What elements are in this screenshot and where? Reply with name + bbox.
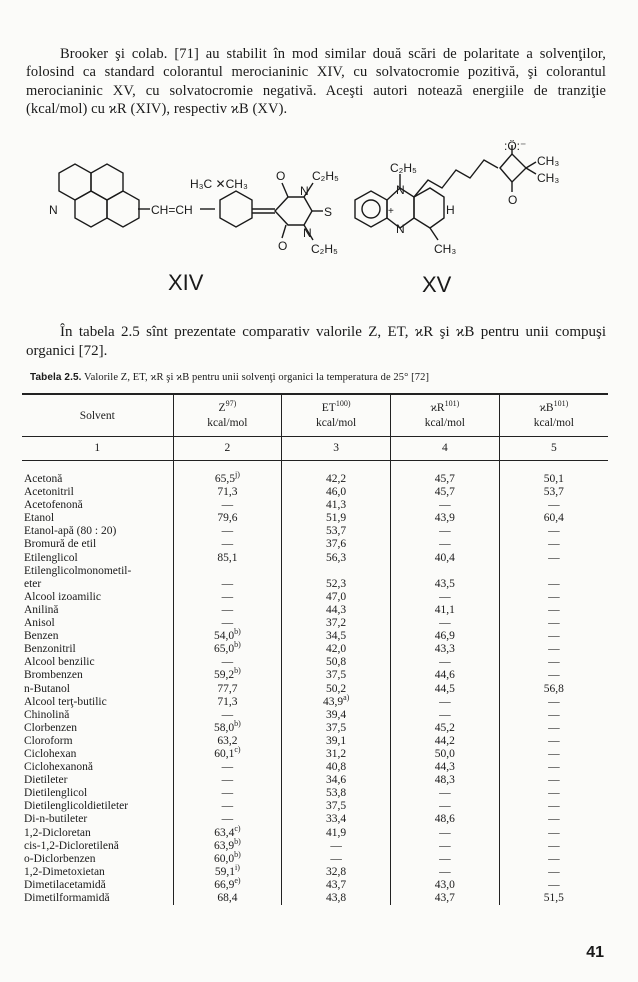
cell-kr: — xyxy=(390,827,499,840)
table-row xyxy=(22,643,608,656)
cell-solvent: eter xyxy=(24,577,42,590)
page-number: 41 xyxy=(586,944,604,961)
table-row xyxy=(22,604,608,617)
cell-z: 66,9$^{e)}$ xyxy=(173,879,282,892)
footnote-ref: b) xyxy=(234,640,241,650)
cell-z: — xyxy=(173,787,282,800)
cell-solvent: n-Butanol xyxy=(24,682,70,695)
footnote-ref: j) xyxy=(235,470,240,480)
structures-svg xyxy=(30,140,610,300)
cell-kb: — xyxy=(499,696,608,709)
xiv-ring-a xyxy=(59,164,91,200)
cell-kb: — xyxy=(499,669,608,682)
cell-z: 71,3 xyxy=(173,696,282,709)
cell-et: 37,6 xyxy=(282,538,391,551)
cell-kr: — xyxy=(390,525,499,538)
cell-kb: — xyxy=(499,617,608,630)
cell-kb: — xyxy=(499,840,608,853)
cell-kr: — xyxy=(390,853,499,866)
cell-kr: — xyxy=(390,866,499,879)
cell-kb: — xyxy=(499,735,608,748)
footnote-ref: b) xyxy=(234,666,241,676)
column-header-4 xyxy=(390,394,499,437)
cell-kr: 50,0 xyxy=(390,748,499,761)
footnote-ref: a) xyxy=(343,692,350,702)
table-row xyxy=(22,630,608,643)
cell-z: 63,2 xyxy=(173,735,282,748)
cell-solvent: Benzonitril xyxy=(24,643,76,656)
cell-kb: — xyxy=(499,748,608,761)
cell-kr: 43,9 xyxy=(390,512,499,525)
cell-solvent: Brombenzen xyxy=(24,669,83,682)
column-header-ref: 100) xyxy=(335,399,351,409)
cell-z: — xyxy=(173,499,282,512)
table-row xyxy=(22,461,608,487)
cell-z: 68,4 xyxy=(173,892,282,905)
table-row xyxy=(22,525,608,538)
table-row xyxy=(22,578,608,591)
xiv-benzene xyxy=(107,191,139,227)
cell-solvent: Dietilenglicoldietileter xyxy=(24,800,129,813)
cell-solvent: 1,2-Dicloretan xyxy=(24,826,91,839)
cell-kr: 45,7 xyxy=(390,486,499,499)
cell-solvent: Etanol xyxy=(24,512,55,525)
cell-kb: — xyxy=(499,591,608,604)
xiv-ring-b xyxy=(91,164,123,200)
cell-kr: 44,3 xyxy=(390,761,499,774)
footnote-ref: c) xyxy=(234,745,241,755)
table-row xyxy=(22,499,608,512)
table-row xyxy=(22,840,608,853)
column-header-3 xyxy=(282,394,391,437)
cell-z: 58,0$^{b)}$ xyxy=(173,722,282,735)
cell-z: 59,1$^{i)}$ xyxy=(173,866,282,879)
table-row xyxy=(22,696,608,709)
column-header-label: ϰB xyxy=(539,402,554,414)
cell-solvent: Alcool terţ-butilic xyxy=(24,695,107,708)
cell-et: 43,8 xyxy=(282,892,391,905)
table-row xyxy=(22,722,608,735)
footnote-ref: e) xyxy=(234,876,241,886)
cell-et: 37,5 xyxy=(282,669,391,682)
footnote-ref: b) xyxy=(234,627,241,637)
cell-kb: — xyxy=(499,722,608,735)
column-header-unit: kcal/mol xyxy=(207,417,248,429)
cell-z: — xyxy=(173,525,282,538)
cell-z: 59,2$^{b)}$ xyxy=(173,669,282,682)
footnote-ref: b) xyxy=(234,836,241,846)
cell-kr: — xyxy=(390,800,499,813)
cell-et: 32,8 xyxy=(282,866,391,879)
cell-kb: — xyxy=(499,552,608,565)
cell-et: 51,9 xyxy=(282,512,391,525)
xv-plus-sign: + xyxy=(388,206,394,217)
table-row xyxy=(22,669,608,682)
cell-solvent: Etilenglicolmonometil- xyxy=(24,564,132,577)
cell-kb: 51,5 xyxy=(499,892,608,905)
cell-solvent: 1,2-Dimetoxietan xyxy=(24,865,105,878)
table-row xyxy=(22,879,608,892)
cell-z: — xyxy=(173,800,282,813)
cell-solvent: Acetofenonă xyxy=(24,499,83,512)
cell-et: 34,6 xyxy=(282,774,391,787)
cell-kr: — xyxy=(390,656,499,669)
cell-kb: 53,7 xyxy=(499,486,608,499)
xv-h: H xyxy=(446,203,455,217)
cell-et: 42,2 xyxy=(282,461,391,487)
intro-paragraph: Brooker şi colab. [71] au stabilit în mod similar două scări de polaritate a solvenţilor, folosind ca standard colorantul merocianinic XIV, cu solvatocromie pozitivă, şi colorantul merocianinic XV, cu solvatocromie negativă. Aceşti autori notează energiile de tranziţie (kcal/mol) cu ϰR (XIV), respectiv ϰB (XV). xyxy=(26,45,606,117)
xiv-n-left: N xyxy=(49,203,58,217)
table-row xyxy=(22,683,608,696)
cell-kr: 43,0 xyxy=(390,879,499,892)
cell-kb: — xyxy=(499,761,608,774)
footnote-ref: c) xyxy=(234,823,241,833)
cell-kb: 56,8 xyxy=(499,683,608,696)
cell-kr: — xyxy=(390,591,499,604)
cell-et: 37,5 xyxy=(282,722,391,735)
column-number-3: 3 xyxy=(282,437,391,461)
cell-et: 37,5 xyxy=(282,800,391,813)
cell-z: — xyxy=(173,761,282,774)
cell-kr: 45,7 xyxy=(390,461,499,487)
cell-z: 63,9$^{b)}$ xyxy=(173,840,282,853)
cell-et: 43,7 xyxy=(282,879,391,892)
footnote-ref: b) xyxy=(234,849,241,859)
cell-kr: 41,1 xyxy=(390,604,499,617)
cell-z: — xyxy=(173,578,282,591)
xiv-ring-c xyxy=(75,191,107,227)
xv-cyclobutenone xyxy=(500,154,526,182)
cell-kr: — xyxy=(390,696,499,709)
cell-solvent: Acetonă xyxy=(24,473,63,485)
table-row xyxy=(22,512,608,525)
xv-ring-c xyxy=(414,188,444,228)
table-row xyxy=(22,735,608,748)
cell-et: — xyxy=(282,853,391,866)
column-header-label: Z xyxy=(218,402,226,414)
table-caption xyxy=(30,372,610,383)
table-row xyxy=(22,748,608,761)
cell-kb: 50,1 xyxy=(499,461,608,487)
cell-kb: — xyxy=(499,538,608,551)
cell-solvent: Benzen xyxy=(24,630,59,643)
column-header-1 xyxy=(22,394,173,437)
xiv-cyclohexene xyxy=(220,191,252,227)
column-header-label: ϰR xyxy=(430,402,445,414)
cell-kr: — xyxy=(390,709,499,722)
xiv-linker: CH=CH xyxy=(151,203,193,217)
table-row xyxy=(22,813,608,826)
cell-solvent: Acetonitril xyxy=(24,486,74,499)
cell-z: 60,1$^{c)}$ xyxy=(173,748,282,761)
cell-kb xyxy=(499,565,608,578)
cell-et xyxy=(282,565,391,578)
cell-kb: — xyxy=(499,630,608,643)
table-row xyxy=(22,761,608,774)
table-row xyxy=(22,486,608,499)
cell-kb: — xyxy=(499,813,608,826)
column-header-ref: 101) xyxy=(444,399,460,409)
xiv-h3c-ch3: H₃C ✕CH₃ xyxy=(190,177,248,191)
table-caption-label: Tabela 2.5. xyxy=(30,372,82,383)
cell-z: 79,6 xyxy=(173,512,282,525)
cell-et: 50,8 xyxy=(282,656,391,669)
cell-kr: — xyxy=(390,840,499,853)
chemical-structures-figure xyxy=(30,140,610,300)
cell-z: 65,0$^{b)}$ xyxy=(173,643,282,656)
cell-kb: — xyxy=(499,604,608,617)
cell-et: 42,0 xyxy=(282,643,391,656)
table-row xyxy=(22,709,608,722)
cell-z: — xyxy=(173,774,282,787)
table-row xyxy=(22,800,608,813)
cell-solvent: Dimetilacetamidă xyxy=(24,878,106,891)
table-row xyxy=(22,591,608,604)
table-row xyxy=(22,656,608,669)
cell-kr: 40,4 xyxy=(390,552,499,565)
table-intro-paragraph: În tabela 2.5 sînt prezentate comparativ valorile Z, ET, ϰR şi ϰB pentru unii compuşi organici [72]. xyxy=(26,324,606,359)
cell-kb: — xyxy=(499,578,608,591)
cell-et: 52,3 xyxy=(282,578,391,591)
cell-z: 77,7 xyxy=(173,683,282,696)
xiv-c2h5-bottom: C₂H₅ xyxy=(311,242,338,256)
cell-et: 39,4 xyxy=(282,709,391,722)
cell-et: 40,8 xyxy=(282,761,391,774)
cell-kb: 60,4 xyxy=(499,512,608,525)
cell-et: 43,9$^{a)}$ xyxy=(282,696,391,709)
cell-et: — xyxy=(282,840,391,853)
column-number-1: 1 xyxy=(22,437,173,461)
xv-n-plus: N xyxy=(396,222,405,236)
xiv-thiobarbiturate xyxy=(275,197,312,225)
cell-z: — xyxy=(173,591,282,604)
cell-kr: 44,2 xyxy=(390,735,499,748)
cell-solvent: Etanol-apă (80 : 20) xyxy=(24,525,117,538)
cell-kr xyxy=(390,565,499,578)
cell-kr: 45,2 xyxy=(390,722,499,735)
cell-kb: — xyxy=(499,709,608,722)
cell-solvent: Ciclohexanonă xyxy=(24,761,93,774)
cell-z: 85,1 xyxy=(173,552,282,565)
cell-et: 34,5 xyxy=(282,630,391,643)
cell-solvent: Alcool izoamilic xyxy=(24,590,101,603)
cell-kb: — xyxy=(499,643,608,656)
table-row xyxy=(22,774,608,787)
cell-kr: 43,7 xyxy=(390,892,499,905)
table-row xyxy=(22,892,608,905)
column-number-5: 5 xyxy=(499,437,608,461)
cell-z: 60,0$^{b)}$ xyxy=(173,853,282,866)
table-row xyxy=(22,827,608,840)
cell-kr: 43,3 xyxy=(390,643,499,656)
column-header-label: ET xyxy=(321,402,336,414)
xv-ch3-a: CH₃ xyxy=(537,154,560,168)
label-xv: XV xyxy=(422,272,452,297)
table-caption-text: Valorile Z, ET, ϰR şi ϰB pentru unii solvenţi organici la temperatura de 25° [72] xyxy=(84,372,430,383)
xiv-n-top: N xyxy=(300,184,309,198)
column-header-ref: 101) xyxy=(553,399,569,409)
xv-ch3-b: CH₃ xyxy=(537,171,560,185)
table-row xyxy=(22,552,608,565)
cell-solvent: Anilină xyxy=(24,603,59,616)
cell-kb: — xyxy=(499,525,608,538)
cell-solvent: Etilenglicol xyxy=(24,551,78,564)
table-row xyxy=(22,866,608,879)
cell-kb: — xyxy=(499,499,608,512)
table-row xyxy=(22,538,608,551)
cell-z: 63,4$^{c)}$ xyxy=(173,827,282,840)
cell-et: 41,3 xyxy=(282,499,391,512)
cell-kb: — xyxy=(499,879,608,892)
cell-z: 71,3 xyxy=(173,486,282,499)
xv-o-ring: O xyxy=(508,193,518,207)
cell-solvent: Anisol xyxy=(24,617,55,630)
cell-z: — xyxy=(173,604,282,617)
cell-kb: — xyxy=(499,827,608,840)
xv-benzene xyxy=(355,191,387,227)
cell-kb: — xyxy=(499,853,608,866)
cell-solvent: Di-n-butileter xyxy=(24,813,88,826)
cell-kr: 44,6 xyxy=(390,669,499,682)
cell-kb: — xyxy=(499,787,608,800)
cell-kr: 48,6 xyxy=(390,813,499,826)
cell-z: — xyxy=(173,538,282,551)
xv-n-top: N xyxy=(396,183,405,197)
cell-solvent: cis-1,2-Dicloretilenă xyxy=(24,839,119,852)
cell-et: 56,3 xyxy=(282,552,391,565)
footnote-ref: i) xyxy=(235,862,240,872)
xv-c2h5: C₂H₅ xyxy=(390,161,417,175)
cell-kb: — xyxy=(499,866,608,879)
cell-solvent: Dietilenglicol xyxy=(24,787,88,800)
table-row xyxy=(22,565,608,578)
cell-kr: — xyxy=(390,538,499,551)
column-header-unit: kcal/mol xyxy=(533,417,574,429)
table-row xyxy=(22,617,608,630)
label-xiv: XIV xyxy=(168,270,204,295)
column-header-ref: 97) xyxy=(225,399,237,409)
xiv-n-bottom: N xyxy=(303,226,312,240)
cell-et: 50,2 xyxy=(282,683,391,696)
cell-z: 54,0$^{b)}$ xyxy=(173,630,282,643)
cell-et: 37,2 xyxy=(282,617,391,630)
column-number-4: 4 xyxy=(390,437,499,461)
cell-solvent: Dimetilformamidă xyxy=(24,892,110,904)
cell-z: 65,5$^{j)}$ xyxy=(173,461,282,487)
cell-kr: 46,9 xyxy=(390,630,499,643)
table-row xyxy=(22,787,608,800)
cell-et: 46,0 xyxy=(282,486,391,499)
cell-kr: — xyxy=(390,787,499,800)
cell-solvent: Ciclohexan xyxy=(24,747,77,760)
xiv-o-bottom: O xyxy=(278,239,288,253)
cell-et: 31,2 xyxy=(282,748,391,761)
xv-o-minus: :Ö:⁻ xyxy=(504,140,527,153)
xv-ch3-bottom: CH₃ xyxy=(434,242,457,256)
cell-z: — xyxy=(173,656,282,669)
cell-et: 47,0 xyxy=(282,591,391,604)
solvent-table xyxy=(22,393,608,905)
cell-et: 44,3 xyxy=(282,604,391,617)
xiv-o-top: O xyxy=(276,169,286,183)
cell-kr: — xyxy=(390,617,499,630)
cell-z xyxy=(173,565,282,578)
cell-kb: — xyxy=(499,774,608,787)
cell-z: — xyxy=(173,813,282,826)
cell-et: 33,4 xyxy=(282,813,391,826)
cell-solvent: Bromură de etil xyxy=(24,538,97,551)
cell-kr: — xyxy=(390,499,499,512)
cell-solvent: Chinolină xyxy=(24,708,70,721)
cell-kr: 44,5 xyxy=(390,683,499,696)
column-header-unit: kcal/mol xyxy=(424,417,465,429)
xiv-c2h5-top: C₂H₅ xyxy=(312,169,339,183)
cell-kr: 48,3 xyxy=(390,774,499,787)
cell-et: 53,7 xyxy=(282,525,391,538)
cell-solvent: Dietileter xyxy=(24,774,68,787)
xv-polyene-chain xyxy=(414,160,498,197)
cell-kr: 43,5 xyxy=(390,578,499,591)
table-row xyxy=(22,853,608,866)
footnote-ref: b) xyxy=(234,718,241,728)
cell-z: — xyxy=(173,709,282,722)
cell-et: 53,8 xyxy=(282,787,391,800)
xv-aromatic-circle xyxy=(362,200,380,218)
column-header-2 xyxy=(173,394,282,437)
cell-kb: — xyxy=(499,656,608,669)
cell-solvent: Cloroform xyxy=(24,734,73,747)
column-header-unit: kcal/mol xyxy=(315,417,357,429)
xiv-s: S xyxy=(324,205,333,219)
cell-et: 39,1 xyxy=(282,735,391,748)
column-header-label: Solvent xyxy=(79,409,115,422)
cell-solvent: o-Diclorbenzen xyxy=(24,852,96,865)
column-header-5 xyxy=(499,394,608,437)
cell-z: — xyxy=(173,617,282,630)
cell-solvent: Alcool benzilic xyxy=(24,656,95,669)
cell-et: 41,9 xyxy=(282,827,391,840)
cell-kb: — xyxy=(499,800,608,813)
cell-solvent: Clorbenzen xyxy=(24,721,78,734)
column-number-2: 2 xyxy=(173,437,282,461)
